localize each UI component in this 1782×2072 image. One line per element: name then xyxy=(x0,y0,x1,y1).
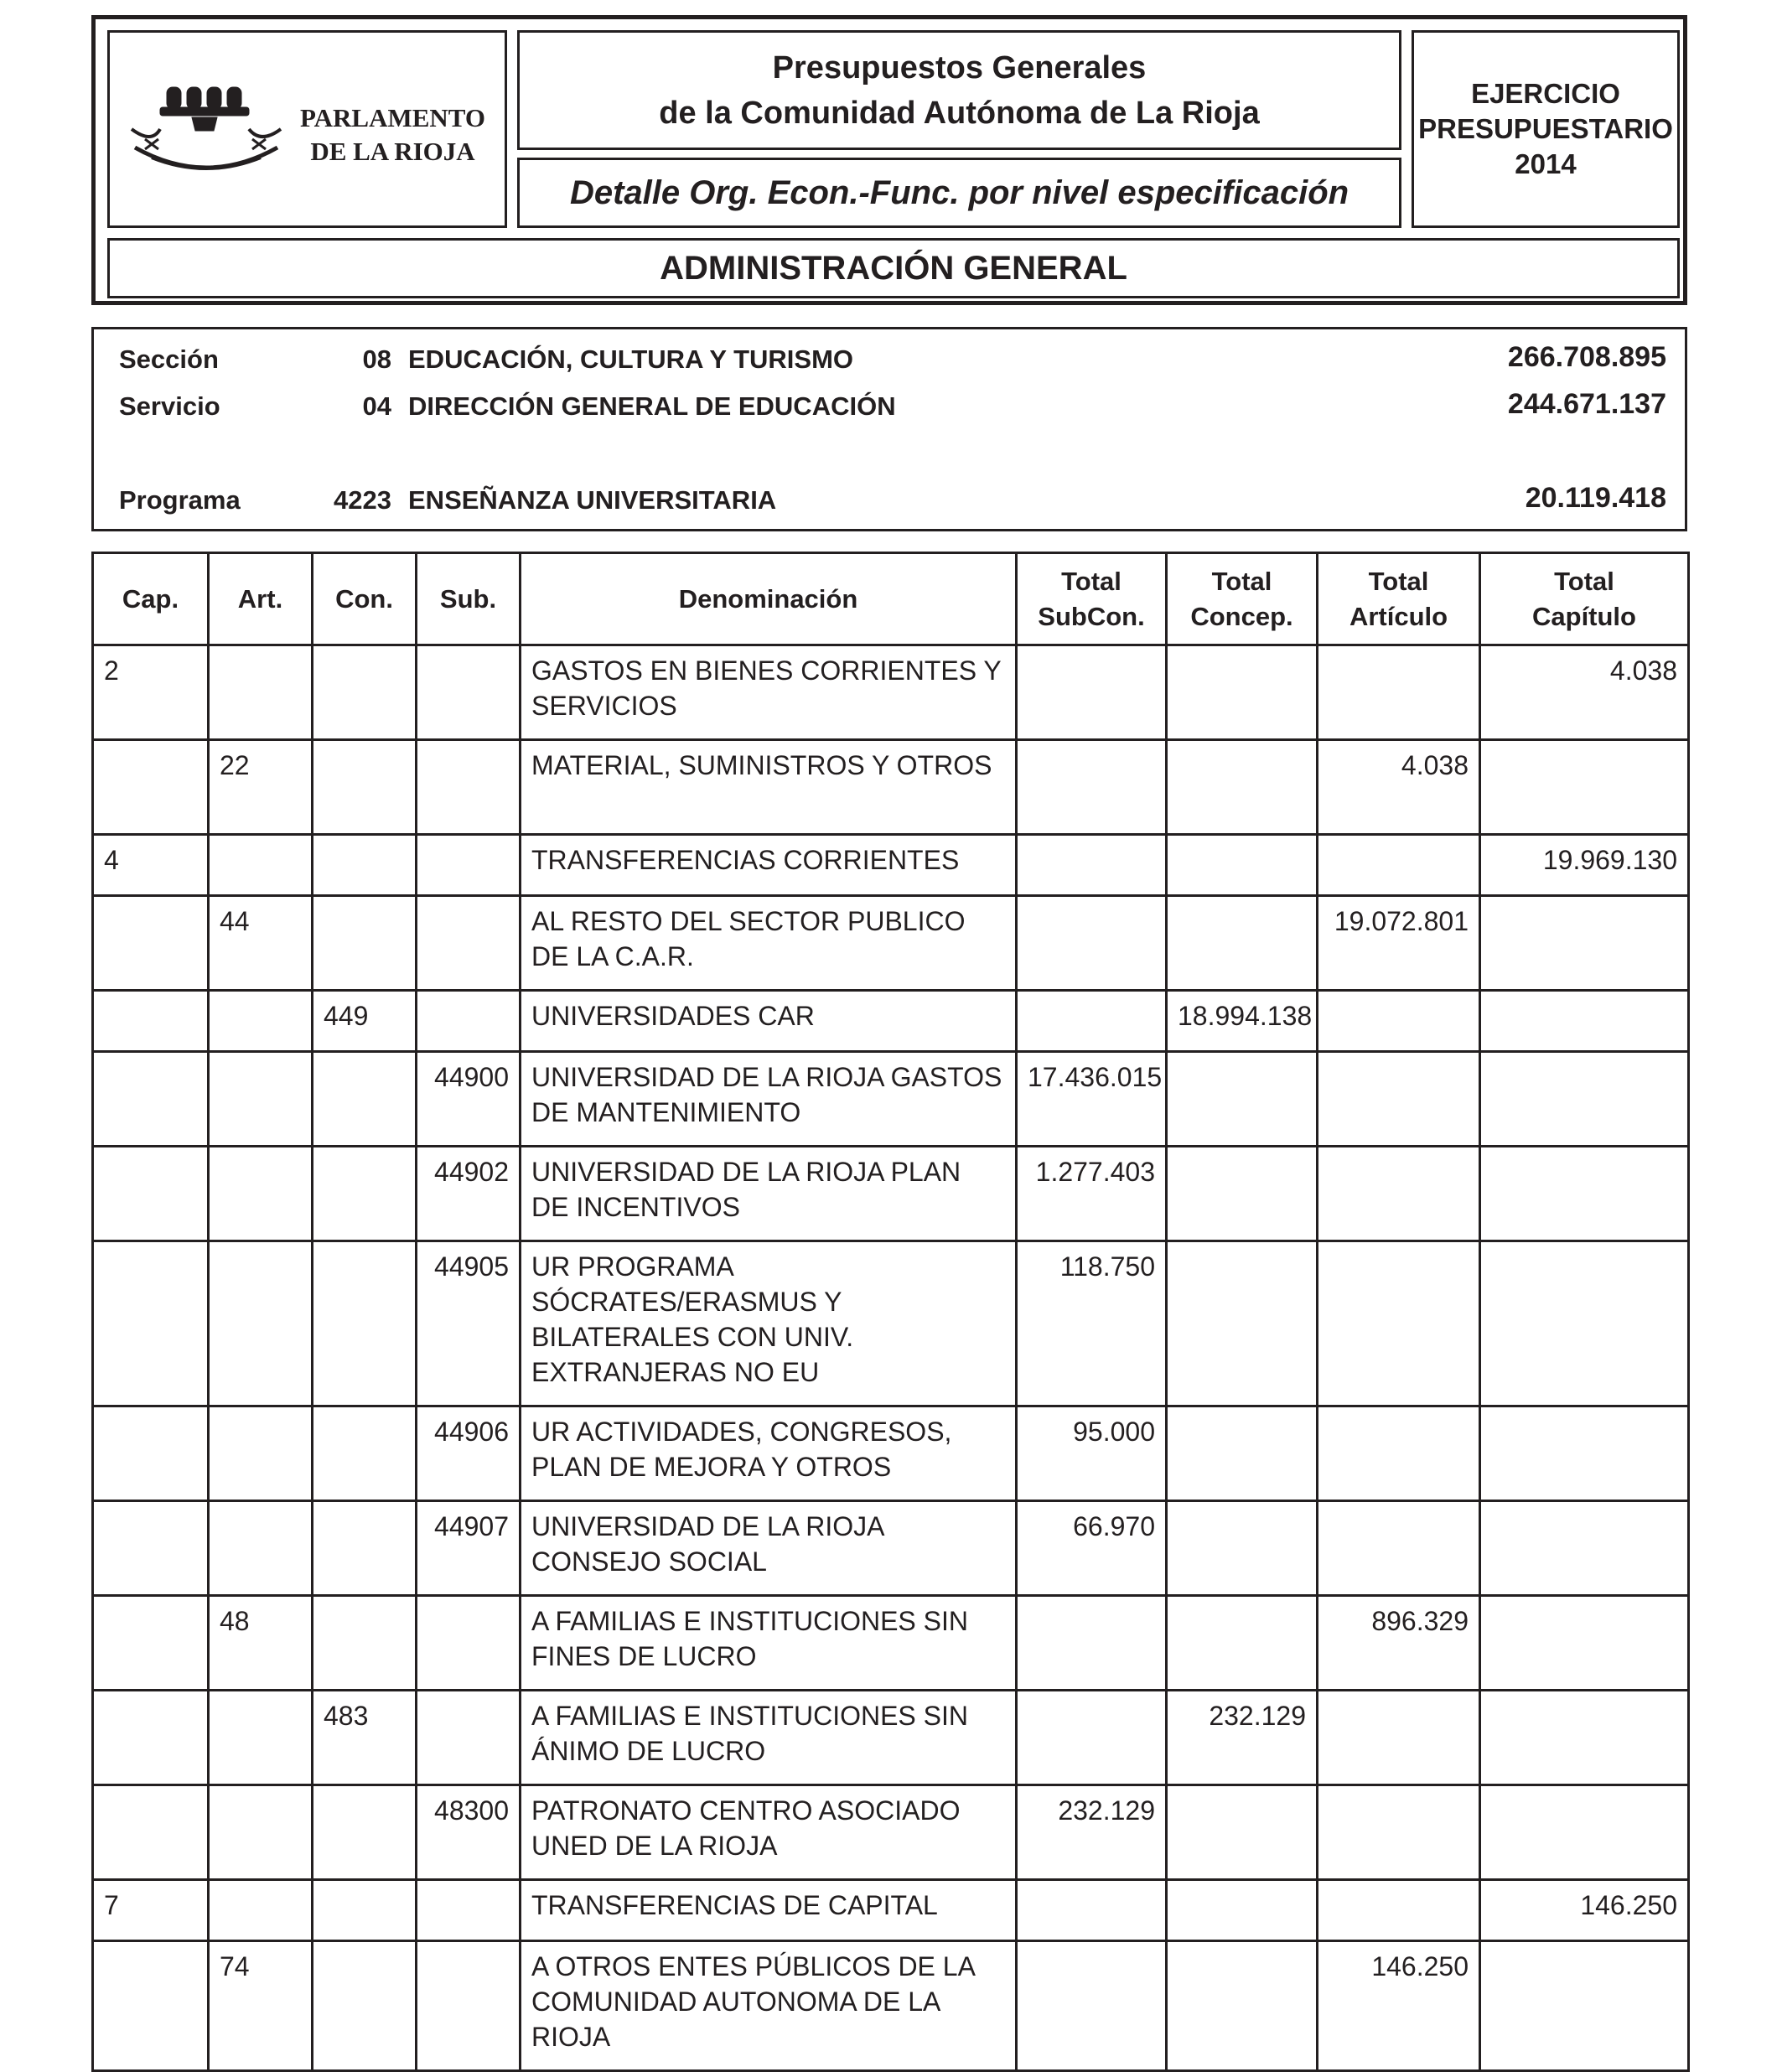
total-concep-cell xyxy=(1167,1941,1318,2071)
total-subcon-cell xyxy=(1017,896,1167,991)
total-articulo-cell: 19.072.801 xyxy=(1318,896,1480,991)
total-concep-cell: 232.129 xyxy=(1167,1691,1318,1785)
art-cell xyxy=(209,1406,313,1501)
denominacion-cell: TRANSFERENCIAS DE CAPITAL xyxy=(521,1880,1017,1941)
servicio-amount: 244.671.137 xyxy=(1507,388,1666,420)
parliament-emblem-icon xyxy=(127,70,294,179)
con-cell xyxy=(313,1880,417,1941)
con-cell: 483 xyxy=(313,1691,417,1785)
seccion-amount: 266.708.895 xyxy=(1507,341,1666,373)
art-cell xyxy=(209,1785,313,1880)
total-subcon-cell: 17.436.015 xyxy=(1017,1052,1167,1147)
con-cell xyxy=(313,1596,417,1691)
cap-cell: 7 xyxy=(93,1880,209,1941)
total-concep-cell xyxy=(1167,1406,1318,1501)
table-row xyxy=(93,991,1689,1052)
header-total-articulo xyxy=(1318,553,1480,645)
table-row xyxy=(93,1501,1689,1596)
header-total-articulo-line2: Artículo xyxy=(1349,601,1448,631)
administration-title: ADMINISTRACIÓN GENERAL xyxy=(660,249,1127,287)
con-cell xyxy=(313,645,417,740)
art-cell xyxy=(209,835,313,896)
con-cell xyxy=(313,1052,417,1147)
con-cell: 449 xyxy=(313,991,417,1052)
denominacion-cell: UNIVERSIDAD DE LA RIOJA CONSEJO SOCIAL xyxy=(521,1501,1017,1596)
header-total-subcon xyxy=(1017,553,1167,645)
total-articulo-cell: 896.329 xyxy=(1318,1596,1480,1691)
total-capitulo-cell: 146.250 xyxy=(1480,1880,1689,1941)
total-capitulo-cell xyxy=(1480,1785,1689,1880)
total-capitulo-cell xyxy=(1480,1501,1689,1596)
cap-cell xyxy=(93,1501,209,1596)
table-row xyxy=(93,645,1689,740)
document-subtitle xyxy=(517,158,1401,228)
con-cell xyxy=(313,1501,417,1596)
denominacion-cell: A FAMILIAS E INSTITUCIONES SIN ÁNIMO DE LUCRO xyxy=(521,1691,1017,1785)
con-cell xyxy=(313,835,417,896)
total-concep-cell xyxy=(1167,1052,1318,1147)
table-row xyxy=(93,1880,1689,1941)
art-cell: 22 xyxy=(209,740,313,835)
total-articulo-cell: 4.038 xyxy=(1318,740,1480,835)
total-concep-cell xyxy=(1167,1880,1318,1941)
total-concep-cell xyxy=(1167,1596,1318,1691)
total-capitulo-cell: 4.038 xyxy=(1480,645,1689,740)
parliament-name-line2: DE LA RIOJA xyxy=(310,137,475,166)
table-row xyxy=(93,1785,1689,1880)
servicio-row xyxy=(94,388,1685,428)
sub-cell xyxy=(417,896,521,991)
header-cap: Cap. xyxy=(93,553,209,645)
total-concep-cell xyxy=(1167,896,1318,991)
sub-cell xyxy=(417,991,521,1052)
denominacion-cell: UNIVERSIDAD DE LA RIOJA GASTOS DE MANTENIMIENTO xyxy=(521,1052,1017,1147)
denominacion-cell: A FAMILIAS E INSTITUCIONES SIN FINES DE LUCRO xyxy=(521,1596,1017,1691)
cap-cell xyxy=(93,991,209,1052)
denominacion-cell: UR PROGRAMA SÓCRATES/ERASMUS Y BILATERALES CON UNIV. EXTRANJERAS NO EU xyxy=(521,1241,1017,1406)
seccion-code: 08 xyxy=(362,344,391,374)
total-subcon-cell xyxy=(1017,1941,1167,2071)
total-subcon-cell xyxy=(1017,740,1167,835)
cap-cell xyxy=(93,896,209,991)
cap-cell xyxy=(93,1406,209,1501)
total-concep-cell xyxy=(1167,1501,1318,1596)
header-total-concep-line1: Total xyxy=(1211,566,1272,596)
art-cell xyxy=(209,1501,313,1596)
header-total-subcon-line2: SubCon. xyxy=(1038,601,1145,631)
denominacion-cell: TRANSFERENCIAS CORRIENTES xyxy=(521,835,1017,896)
header-art: Art. xyxy=(209,553,313,645)
total-subcon-cell: 118.750 xyxy=(1017,1241,1167,1406)
total-concep-cell xyxy=(1167,1785,1318,1880)
table-row xyxy=(93,1241,1689,1406)
programa-label: Programa xyxy=(119,485,241,515)
servicio-label: Servicio xyxy=(119,391,220,421)
total-capitulo-cell xyxy=(1480,1147,1689,1241)
total-concep-cell: 18.994.138 xyxy=(1167,991,1318,1052)
seccion-row xyxy=(94,341,1685,381)
programa-row xyxy=(94,482,1685,522)
sub-cell: 48300 xyxy=(417,1785,521,1880)
art-cell xyxy=(209,1241,313,1406)
table-row xyxy=(93,1596,1689,1691)
cap-cell xyxy=(93,740,209,835)
total-capitulo-cell xyxy=(1480,1052,1689,1147)
total-articulo-cell xyxy=(1318,1241,1480,1406)
total-capitulo-cell xyxy=(1480,1241,1689,1406)
total-concep-cell xyxy=(1167,645,1318,740)
header-total-concep xyxy=(1167,553,1318,645)
seccion-description: EDUCACIÓN, CULTURA Y TURISMO xyxy=(408,344,854,374)
art-cell xyxy=(209,1147,313,1241)
header-denominacion: Denominación xyxy=(521,553,1017,645)
table-row xyxy=(93,1147,1689,1241)
fiscal-year-panel xyxy=(1412,30,1680,228)
sub-cell xyxy=(417,835,521,896)
document-header xyxy=(91,15,1687,305)
table-row xyxy=(93,835,1689,896)
header-total-articulo-line1: Total xyxy=(1368,566,1429,596)
title-line2: de la Comunidad Autónoma de La Rioja xyxy=(659,95,1260,131)
cap-cell: 2 xyxy=(93,645,209,740)
total-concep-cell xyxy=(1167,1241,1318,1406)
total-subcon-cell xyxy=(1017,1880,1167,1941)
sub-cell: 44907 xyxy=(417,1501,521,1596)
cap-cell xyxy=(93,1052,209,1147)
total-articulo-cell xyxy=(1318,991,1480,1052)
servicio-code: 04 xyxy=(362,391,391,421)
total-articulo-cell xyxy=(1318,1052,1480,1147)
cap-cell xyxy=(93,1147,209,1241)
total-subcon-cell xyxy=(1017,991,1167,1052)
programa-description: ENSEÑANZA UNIVERSITARIA xyxy=(408,485,777,515)
cap-cell xyxy=(93,1785,209,1880)
total-articulo-cell xyxy=(1318,1147,1480,1241)
sub-cell: 44905 xyxy=(417,1241,521,1406)
sub-cell xyxy=(417,1941,521,2071)
header-total-capitulo-line2: Capítulo xyxy=(1532,601,1636,631)
header-sub: Sub. xyxy=(417,553,521,645)
total-subcon-cell: 95.000 xyxy=(1017,1406,1167,1501)
con-cell xyxy=(313,1785,417,1880)
total-articulo-cell xyxy=(1318,835,1480,896)
cap-cell xyxy=(93,1596,209,1691)
total-articulo-cell xyxy=(1318,1785,1480,1880)
table-row xyxy=(93,740,1689,835)
budget-detail-table xyxy=(91,552,1690,2072)
denominacion-cell: AL RESTO DEL SECTOR PUBLICO DE LA C.A.R. xyxy=(521,896,1017,991)
sub-cell xyxy=(417,645,521,740)
con-cell xyxy=(313,740,417,835)
total-capitulo-cell xyxy=(1480,1941,1689,2071)
table-row xyxy=(93,1691,1689,1785)
art-cell xyxy=(209,1880,313,1941)
con-cell xyxy=(313,896,417,991)
total-subcon-cell: 1.277.403 xyxy=(1017,1147,1167,1241)
cap-cell xyxy=(93,1941,209,2071)
total-articulo-cell xyxy=(1318,1880,1480,1941)
total-subcon-cell xyxy=(1017,1596,1167,1691)
parliament-name xyxy=(290,101,495,168)
table-row xyxy=(93,1052,1689,1147)
art-cell xyxy=(209,645,313,740)
con-cell xyxy=(313,1941,417,2071)
art-cell: 44 xyxy=(209,896,313,991)
total-subcon-cell: 232.129 xyxy=(1017,1785,1167,1880)
total-subcon-cell xyxy=(1017,645,1167,740)
total-articulo-cell xyxy=(1318,1406,1480,1501)
total-capitulo-cell xyxy=(1480,991,1689,1052)
denominacion-cell: A OTROS ENTES PÚBLICOS DE LA COMUNIDAD AUTONOMA DE LA RIOJA xyxy=(521,1941,1017,2071)
year-line1: EJERCICIO xyxy=(1471,78,1620,109)
programa-code: 4223 xyxy=(334,485,391,515)
art-cell xyxy=(209,1691,313,1785)
art-cell: 48 xyxy=(209,1596,313,1691)
title-line1: Presupuestos Generales xyxy=(772,49,1147,85)
sub-cell xyxy=(417,1596,521,1691)
denominacion-cell: UR ACTIVIDADES, CONGRESOS, PLAN DE MEJORA Y OTROS xyxy=(521,1406,1017,1501)
year-line2: PRESUPUESTARIO xyxy=(1418,113,1673,144)
parliament-name-line1: PARLAMENTO xyxy=(299,103,486,132)
table-row xyxy=(93,1941,1689,2071)
denominacion-cell: UNIVERSIDADES CAR xyxy=(521,991,1017,1052)
total-capitulo-cell xyxy=(1480,1596,1689,1691)
denominacion-cell: UNIVERSIDAD DE LA RIOJA PLAN DE INCENTIVOS xyxy=(521,1147,1017,1241)
header-total-concep-line2: Concep. xyxy=(1190,601,1293,631)
cap-cell xyxy=(93,1241,209,1406)
total-capitulo-cell xyxy=(1480,1691,1689,1785)
art-cell: 74 xyxy=(209,1941,313,2071)
header-con: Con. xyxy=(313,553,417,645)
sub-cell xyxy=(417,1691,521,1785)
con-cell xyxy=(313,1147,417,1241)
total-concep-cell xyxy=(1167,1147,1318,1241)
total-capitulo-cell xyxy=(1480,1406,1689,1501)
art-cell xyxy=(209,991,313,1052)
table-body xyxy=(93,645,1689,2071)
fiscal-year: 2014 xyxy=(1515,148,1577,179)
denominacion-cell: GASTOS EN BIENES CORRIENTES Y SERVICIOS xyxy=(521,645,1017,740)
table-header-row xyxy=(93,553,1689,645)
budget-section-summary xyxy=(91,327,1687,531)
sub-cell xyxy=(417,1880,521,1941)
table-row xyxy=(93,896,1689,991)
sub-cell xyxy=(417,740,521,835)
seccion-label: Sección xyxy=(119,344,219,374)
sub-cell: 44900 xyxy=(417,1052,521,1147)
programa-amount: 20.119.418 xyxy=(1525,482,1666,514)
total-articulo-cell xyxy=(1318,645,1480,740)
total-capitulo-cell: 19.969.130 xyxy=(1480,835,1689,896)
subtitle-text: Detalle Org. Econ.-Func. por nivel especificación xyxy=(569,174,1349,211)
total-articulo-cell xyxy=(1318,1691,1480,1785)
total-subcon-cell xyxy=(1017,1691,1167,1785)
cap-cell: 4 xyxy=(93,835,209,896)
header-total-subcon-line1: Total xyxy=(1061,566,1122,596)
con-cell xyxy=(313,1406,417,1501)
document-title xyxy=(517,30,1401,150)
sub-cell: 44906 xyxy=(417,1406,521,1501)
sub-cell: 44902 xyxy=(417,1147,521,1241)
total-articulo-cell: 146.250 xyxy=(1318,1941,1480,2071)
header-total-capitulo-line1: Total xyxy=(1554,566,1614,596)
con-cell xyxy=(313,1241,417,1406)
denominacion-cell: PATRONATO CENTRO ASOCIADO UNED DE LA RIOJA xyxy=(521,1785,1017,1880)
total-concep-cell xyxy=(1167,740,1318,835)
total-subcon-cell xyxy=(1017,835,1167,896)
servicio-description: DIRECCIÓN GENERAL DE EDUCACIÓN xyxy=(408,391,896,421)
total-subcon-cell: 66.970 xyxy=(1017,1501,1167,1596)
logo-panel xyxy=(107,30,507,228)
cap-cell xyxy=(93,1691,209,1785)
denominacion-cell: MATERIAL, SUMINISTROS Y OTROS xyxy=(521,740,1017,835)
total-capitulo-cell xyxy=(1480,740,1689,835)
total-articulo-cell xyxy=(1318,1501,1480,1596)
administration-banner xyxy=(107,238,1680,298)
header-total-capitulo xyxy=(1480,553,1689,645)
total-concep-cell xyxy=(1167,835,1318,896)
art-cell xyxy=(209,1052,313,1147)
total-capitulo-cell xyxy=(1480,896,1689,991)
table-row xyxy=(93,1406,1689,1501)
